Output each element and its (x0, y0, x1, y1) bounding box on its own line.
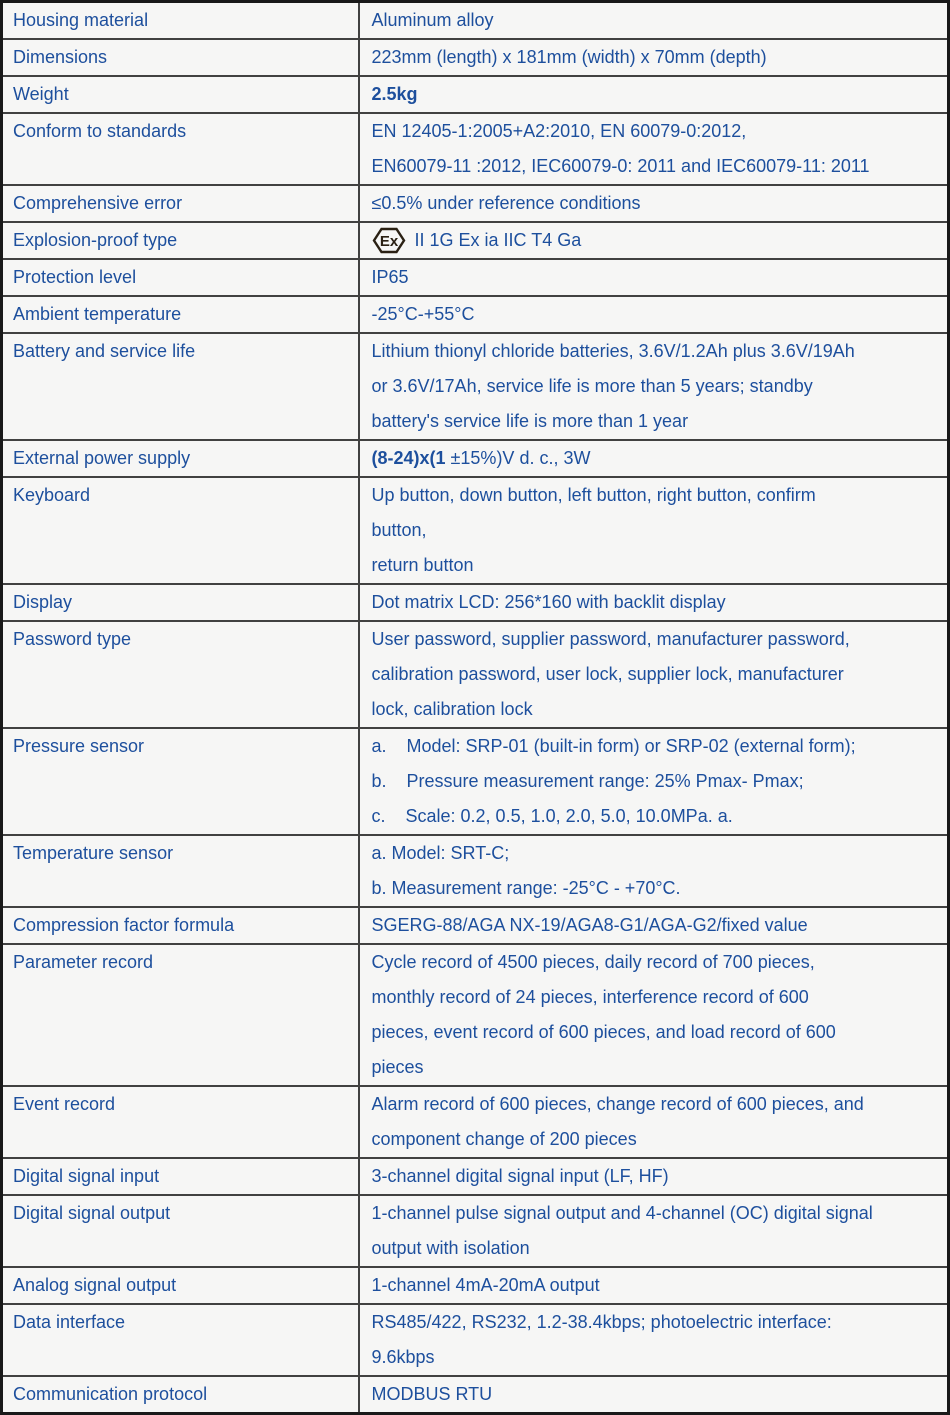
spec-label-text: Digital signal input (13, 1166, 160, 1186)
spec-label (2, 1304, 359, 1376)
spec-label-text: Battery and service life (13, 341, 196, 361)
spec-value (359, 39, 949, 76)
spec-label (2, 907, 359, 944)
table-row-data-interface (2, 1304, 949, 1376)
spec-value (359, 584, 949, 621)
table-row-conform-to-standards (2, 113, 949, 185)
spec-label-text: External power supply (13, 448, 191, 468)
spec-label-text: Password type (13, 629, 132, 649)
table-row-analog-signal-output (2, 1267, 949, 1304)
table-row-temperature-sensor (2, 835, 949, 907)
spec-value (359, 1086, 949, 1158)
spec-value-line: output with isolation (371, 1238, 530, 1258)
spec-value-line: 9.6kbps (371, 1347, 435, 1367)
spec-value-line (372, 441, 944, 476)
spec-value (359, 333, 949, 440)
spec-value-line: 3-channel digital signal input (LF, HF) (371, 1166, 669, 1186)
spec-value-line: MODBUS RTU (371, 1384, 493, 1404)
spec-label (2, 1267, 359, 1304)
spec-value (359, 259, 949, 296)
table-row-keyboard (2, 477, 949, 584)
spec-value-line: 1-channel pulse signal output and 4-channel (OC) digital signal (371, 1203, 873, 1223)
spec-label (2, 440, 359, 477)
table-row-compression-factor-formula (2, 907, 949, 944)
spec-value (359, 440, 949, 477)
spec-value (359, 1195, 949, 1267)
spec-label (2, 1376, 359, 1414)
spec-value (359, 835, 949, 907)
spec-value (359, 1304, 949, 1376)
spec-value (359, 76, 949, 113)
spec-value (359, 944, 949, 1086)
spec-label (2, 621, 359, 728)
spec-value-line: b. Measurement range: -25°C - +70°C. (371, 878, 681, 898)
spec-label-text: Keyboard (13, 485, 91, 505)
spec-label (2, 333, 359, 440)
spec-value (359, 477, 949, 584)
spec-value-line: component change of 200 pieces (371, 1129, 637, 1149)
svg-text:Ex: Ex (379, 233, 398, 250)
spec-value-line: 2.5kg (371, 84, 418, 104)
spec-value-line: EN60079-11 :2012, IEC60079-0: 2011 and IEC60079-11: 2011 (371, 156, 870, 176)
spec-label (2, 296, 359, 333)
table-row-comprehensive-error (2, 185, 949, 222)
table-row-protection-level (2, 259, 949, 296)
spec-value (359, 728, 949, 835)
spec-value-line: Dot matrix LCD: 256*160 with backlit display (371, 592, 726, 612)
spec-label-text: Digital signal output (13, 1203, 171, 1223)
spec-value-line: 1-channel 4mA-20mA output (371, 1275, 600, 1295)
spec-value (359, 185, 949, 222)
table-row-housing-material (2, 2, 949, 40)
spec-label (2, 1195, 359, 1267)
spec-label-text: Display (13, 592, 73, 612)
spec-label-text: Data interface (13, 1312, 126, 1332)
spec-label-text: Analog signal output (13, 1275, 177, 1295)
table-row-ambient-temperature (2, 296, 949, 333)
table-row-password-type (2, 621, 949, 728)
spec-label-text: Housing material (13, 10, 149, 30)
spec-label-text: Temperature sensor (13, 843, 174, 863)
spec-value-line: a. Model: SRT-C; (371, 843, 510, 863)
spec-value-line (372, 223, 944, 258)
spec-value (359, 222, 949, 259)
spec-value (359, 1267, 949, 1304)
spec-value (359, 296, 949, 333)
spec-label (2, 584, 359, 621)
spec-value (359, 113, 949, 185)
spec-label-text: Parameter record (13, 952, 154, 972)
spec-label-text: Compression factor formula (13, 915, 235, 935)
spec-label-text: Comprehensive error (13, 193, 183, 213)
spec-value-line: Up button, down button, left button, right button, confirm (371, 485, 816, 505)
spec-label (2, 477, 359, 584)
spec-label (2, 222, 359, 259)
table-row-digital-signal-input (2, 1158, 949, 1195)
spec-label-text: Pressure sensor (13, 736, 145, 756)
spec-value-line: Alarm record of 600 pieces, change record of 600 pieces, and (371, 1094, 864, 1114)
spec-label (2, 39, 359, 76)
spec-value-line: pieces, event record of 600 pieces, and load record of 600 (371, 1022, 836, 1042)
spec-value-line: battery's service life is more than 1 year (371, 411, 689, 431)
table-row-communication-protocol (2, 1376, 949, 1414)
table-row-pressure-sensor (2, 728, 949, 835)
spec-label (2, 259, 359, 296)
spec-value-line: c. Scale: 0.2, 0.5, 1.0, 2.0, 5.0, 10.0MPa. a. (371, 806, 733, 826)
spec-label (2, 728, 359, 835)
spec-value-line: b. Pressure measurement range: 25% Pmax- Pmax; (371, 771, 804, 791)
spec-label-text: Event record (13, 1094, 116, 1114)
spec-label (2, 113, 359, 185)
table-row-event-record (2, 1086, 949, 1158)
spec-label (2, 1086, 359, 1158)
spec-label-text: Communication protocol (13, 1384, 208, 1404)
table-row-digital-signal-output (2, 1195, 949, 1267)
table-row-parameter-record (2, 944, 949, 1086)
spec-value-line: Cycle record of 4500 pieces, daily record of 700 pieces, (371, 952, 815, 972)
spec-label (2, 185, 359, 222)
spec-label-text: Ambient temperature (13, 304, 182, 324)
spec-label (2, 2, 359, 40)
spec-value-line: ≤0.5% under reference conditions (371, 193, 641, 213)
spec-label-text: Conform to standards (13, 121, 187, 141)
spec-value-line: monthly record of 24 pieces, interference record of 600 (371, 987, 809, 1007)
spec-value-line: pieces (371, 1057, 424, 1077)
power-supply-bold-part: (8-24)x(1 (371, 448, 446, 468)
spec-label-text: Weight (13, 84, 69, 104)
table-row-battery-service-life (2, 333, 949, 440)
spec-value-line: or 3.6V/17Ah, service life is more than 5 years; standby (371, 376, 813, 396)
spec-value-line: RS485/422, RS232, 1.2-38.4kbps; photoelectric interface: (371, 1312, 832, 1332)
spec-value-line: return button (371, 555, 474, 575)
spec-value (359, 907, 949, 944)
spec-label (2, 1158, 359, 1195)
spec-value-line: IP65 (371, 267, 409, 287)
spec-value-line: EN 12405-1:2005+A2:2010, EN 60079-0:2012, (371, 121, 747, 141)
power-supply-rest-part: ±15%)V d. c., 3W (445, 448, 591, 468)
ex-hexagon-icon (372, 226, 406, 255)
spec-label (2, 944, 359, 1086)
spec-label-text: Protection level (13, 267, 137, 287)
spec-value (359, 621, 949, 728)
spec-value-line: button, (371, 520, 427, 540)
spec-label-text: Dimensions (13, 47, 108, 67)
table-row-external-power-supply (2, 440, 949, 477)
spec-value-line: User password, supplier password, manufacturer password, (371, 629, 850, 649)
spec-value-line: calibration password, user lock, supplier lock, manufacturer (371, 664, 844, 684)
spec-value (359, 1158, 949, 1195)
table-row-weight (2, 76, 949, 113)
spec-label-text: Explosion-proof type (13, 230, 178, 250)
explosion-proof-code: II 1G Ex ia IIC T4 Ga (414, 230, 582, 250)
spec-value-line: Lithium thionyl chloride batteries, 3.6V/1.2Ah plus 3.6V/19Ah (371, 341, 855, 361)
spec-value-line: SGERG-88/AGA NX-19/AGA8-G1/AGA-G2/fixed value (371, 915, 808, 935)
table-row-explosion-proof-type (2, 222, 949, 259)
spec-value-line: 223mm (length) x 181mm (width) x 70mm (depth) (371, 47, 767, 67)
spec-value (359, 2, 949, 40)
spec-label (2, 835, 359, 907)
spec-value-line: lock, calibration lock (371, 699, 533, 719)
spec-value-line: Aluminum alloy (371, 10, 494, 30)
table-row-display (2, 584, 949, 621)
spec-label (2, 76, 359, 113)
spec-value-line: -25°C-+55°C (371, 304, 475, 324)
spec-value (359, 1376, 949, 1414)
spec-value-line: a. Model: SRP-01 (built-in form) or SRP-02 (external form); (371, 736, 856, 756)
table-row-dimensions (2, 39, 949, 76)
